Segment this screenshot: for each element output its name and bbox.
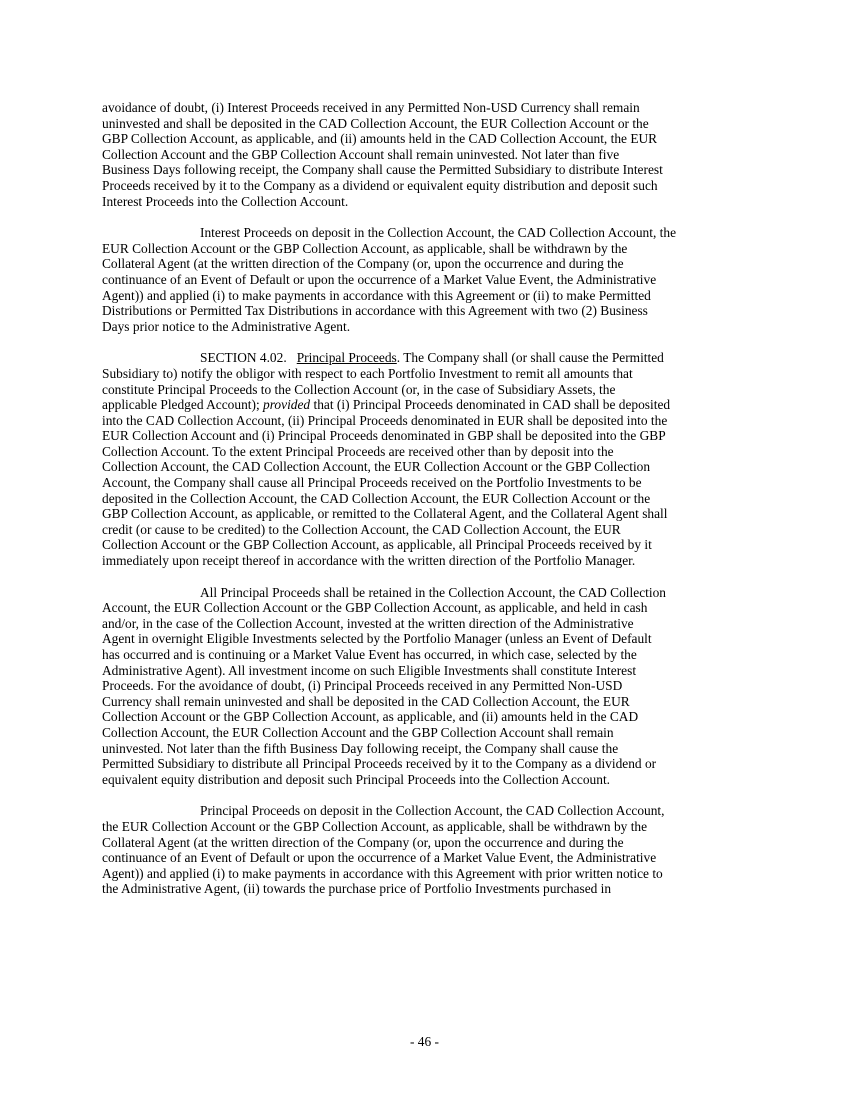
text-line: Business Days following receipt, the Company shall cause the Permitted Subsidiary to distribute Interest xyxy=(102,162,663,178)
text-line: uninvested and shall be deposited in the CAD Collection Account, the EUR Collection Account or the xyxy=(102,115,649,131)
text-line xyxy=(102,397,752,413)
text-line: the EUR Collection Account or the GBP Collection Account, as applicable, shall be withdrawn by the xyxy=(102,818,648,834)
text-line: has occurred and is continuing or a Market Value Event has occurred, in which case, selected by the xyxy=(102,647,637,662)
paragraph-principal-proceeds-withdrawal xyxy=(102,803,752,897)
text-line: continuance of an Event of Default or upon the occurrence of a Market Value Event, the Administrative xyxy=(102,850,657,866)
text-line: GBP Collection Account, as applicable, and (ii) amounts held in the CAD Collection Account, the EUR xyxy=(102,131,658,147)
text-line: Collection Account, the EUR Collection Account and the GBP Collection Account shall remain xyxy=(102,724,614,740)
text-line: Agent)) and applied (i) to make payments in accordance with this Agreement or (ii) to make Permitted xyxy=(102,287,651,303)
text-line: Interest Proceeds into the Collection Account. xyxy=(102,193,349,209)
text-line: Collection Account or the GBP Collection Account, as applicable, and (ii) amounts held in the CAD xyxy=(102,709,639,725)
text-segment: that (i) Principal Proceeds denominated in CAD shall be deposited xyxy=(310,397,671,413)
section-heading-line xyxy=(102,350,752,366)
text-line: Collection Account or the GBP Collection Account, as applicable, all Principal Proceeds received by it xyxy=(102,537,652,553)
text-line: Agent)) and applied (i) to make payments in accordance with this Agreement with prior written notice to xyxy=(102,865,663,881)
text-line: Agent in overnight Eligible Investments selected by the Portfolio Manager (unless an Event of Default xyxy=(102,631,652,647)
text-line: deposited in the Collection Account, the CAD Collection Account, the EUR Collection Account or the xyxy=(102,490,651,506)
text-line: Collection Account and the GBP Collection Account shall remain uninvested. Not later than five xyxy=(102,146,620,162)
text-line: Collection Account, the CAD Collection Account, the EUR Collection Account or the GBP Collection xyxy=(102,459,651,475)
text-line: and/or, in the case of the Collection Account, invested at the written direction of the Administrative xyxy=(102,615,634,631)
text-line: Principal Proceeds on deposit in the Collection Account, the CAD Collection Account, xyxy=(200,803,665,819)
text-line: GBP Collection Account, as applicable, or remitted to the Collateral Agent, and the Collateral Agent shall xyxy=(102,506,668,522)
paragraph-interest-proceeds-continued xyxy=(102,100,752,209)
text-line: Interest Proceeds on deposit in the Collection Account, the CAD Collection Account, the xyxy=(200,225,677,241)
text-line: Account, the Company shall cause all Principal Proceeds received on the Portfolio Investments to be xyxy=(102,475,642,491)
text-line: Account, the EUR Collection Account or the GBP Collection Account, as applicable, and held in cash xyxy=(102,600,648,616)
text-line: Currency shall remain uninvested and shall be deposited in the CAD Collection Account, the EUR xyxy=(102,693,630,709)
text-line: immediately upon receipt thereof in accordance with the written direction of the Portfolio Manager. xyxy=(102,553,636,569)
text-line: the Administrative Agent, (ii) towards the purchase price of Portfolio Investments purchased in xyxy=(102,881,612,897)
text-line: Days prior notice to the Administrative Agent. xyxy=(102,318,351,334)
text-line: EUR Collection Account and (i) Principal Proceeds denominated in GBP shall be deposited into the GBP xyxy=(102,428,666,444)
text-line: Administrative Agent). All investment income on such Eligible Investments shall constitute Interest xyxy=(102,662,637,678)
text-segment: applicable Pledged Account); xyxy=(102,397,264,413)
provided-emphasis: provided xyxy=(263,397,311,413)
text-line: Proceeds received by it to the Company as a dividend or equivalent equity distribution and deposit such xyxy=(102,177,658,193)
section-text: . The Company shall (or shall cause the Permitted xyxy=(396,350,664,366)
paragraph-principal-proceeds-retained xyxy=(102,585,752,788)
text-line: All Principal Proceeds shall be retained in the Collection Account, the CAD Collection xyxy=(200,584,666,600)
section-4-02-principal-proceeds xyxy=(102,350,752,568)
text-line: Collateral Agent (at the written direction of the Company (or, upon the occurrence and during the xyxy=(102,834,624,850)
text-line: Collateral Agent (at the written direction of the Company (or, upon the occurrence and during the xyxy=(102,256,624,272)
text-line: Proceeds. For the avoidance of doubt, (i) Principal Proceeds received in any Permitted Non-USD xyxy=(102,678,623,694)
text-line: credit (or cause to be credited) to the Collection Account, the CAD Collection Account, the EUR xyxy=(102,521,621,537)
text-line: Subsidiary to) notify the obligor with respect to each Portfolio Investment to remit all amounts that xyxy=(102,365,633,381)
text-line: uninvested. Not later than the fifth Business Day following receipt, the Company shall cause the xyxy=(102,740,619,756)
text-line: continuance of an Event of Default or upon the occurrence of a Market Value Event, the Administrative xyxy=(102,271,657,287)
document-body xyxy=(102,100,752,913)
text-line: avoidance of doubt, (i) Interest Proceeds received in any Permitted Non-USD Currency shall remain xyxy=(102,100,640,115)
text-line: equivalent equity distribution and deposit such Principal Proceeds into the Collection Account. xyxy=(102,771,611,787)
page-number: - 46 - xyxy=(409,1034,439,1049)
text-line: EUR Collection Account or the GBP Collection Account, as applicable, shall be withdrawn by the xyxy=(102,240,628,256)
text-line: Permitted Subsidiary to distribute all Principal Proceeds received by it to the Company as a dividend or xyxy=(102,756,657,772)
section-title: Principal Proceeds xyxy=(296,350,397,366)
text-line: into the CAD Collection Account, (ii) Principal Proceeds denominated in EUR shall be deposited into the xyxy=(102,412,668,428)
text-line: Distributions or Permitted Tax Distributions in accordance with this Agreement with two (2) Business xyxy=(102,303,648,319)
paragraph-interest-proceeds-withdrawal xyxy=(102,225,752,334)
text-line: constitute Principal Proceeds to the Collection Account (or, in the case of Subsidiary Assets, the xyxy=(102,381,616,397)
section-number: SECTION 4.02. xyxy=(200,350,287,366)
text-line: Collection Account. To the extent Principal Proceeds are received other than by deposit into the xyxy=(102,443,614,459)
